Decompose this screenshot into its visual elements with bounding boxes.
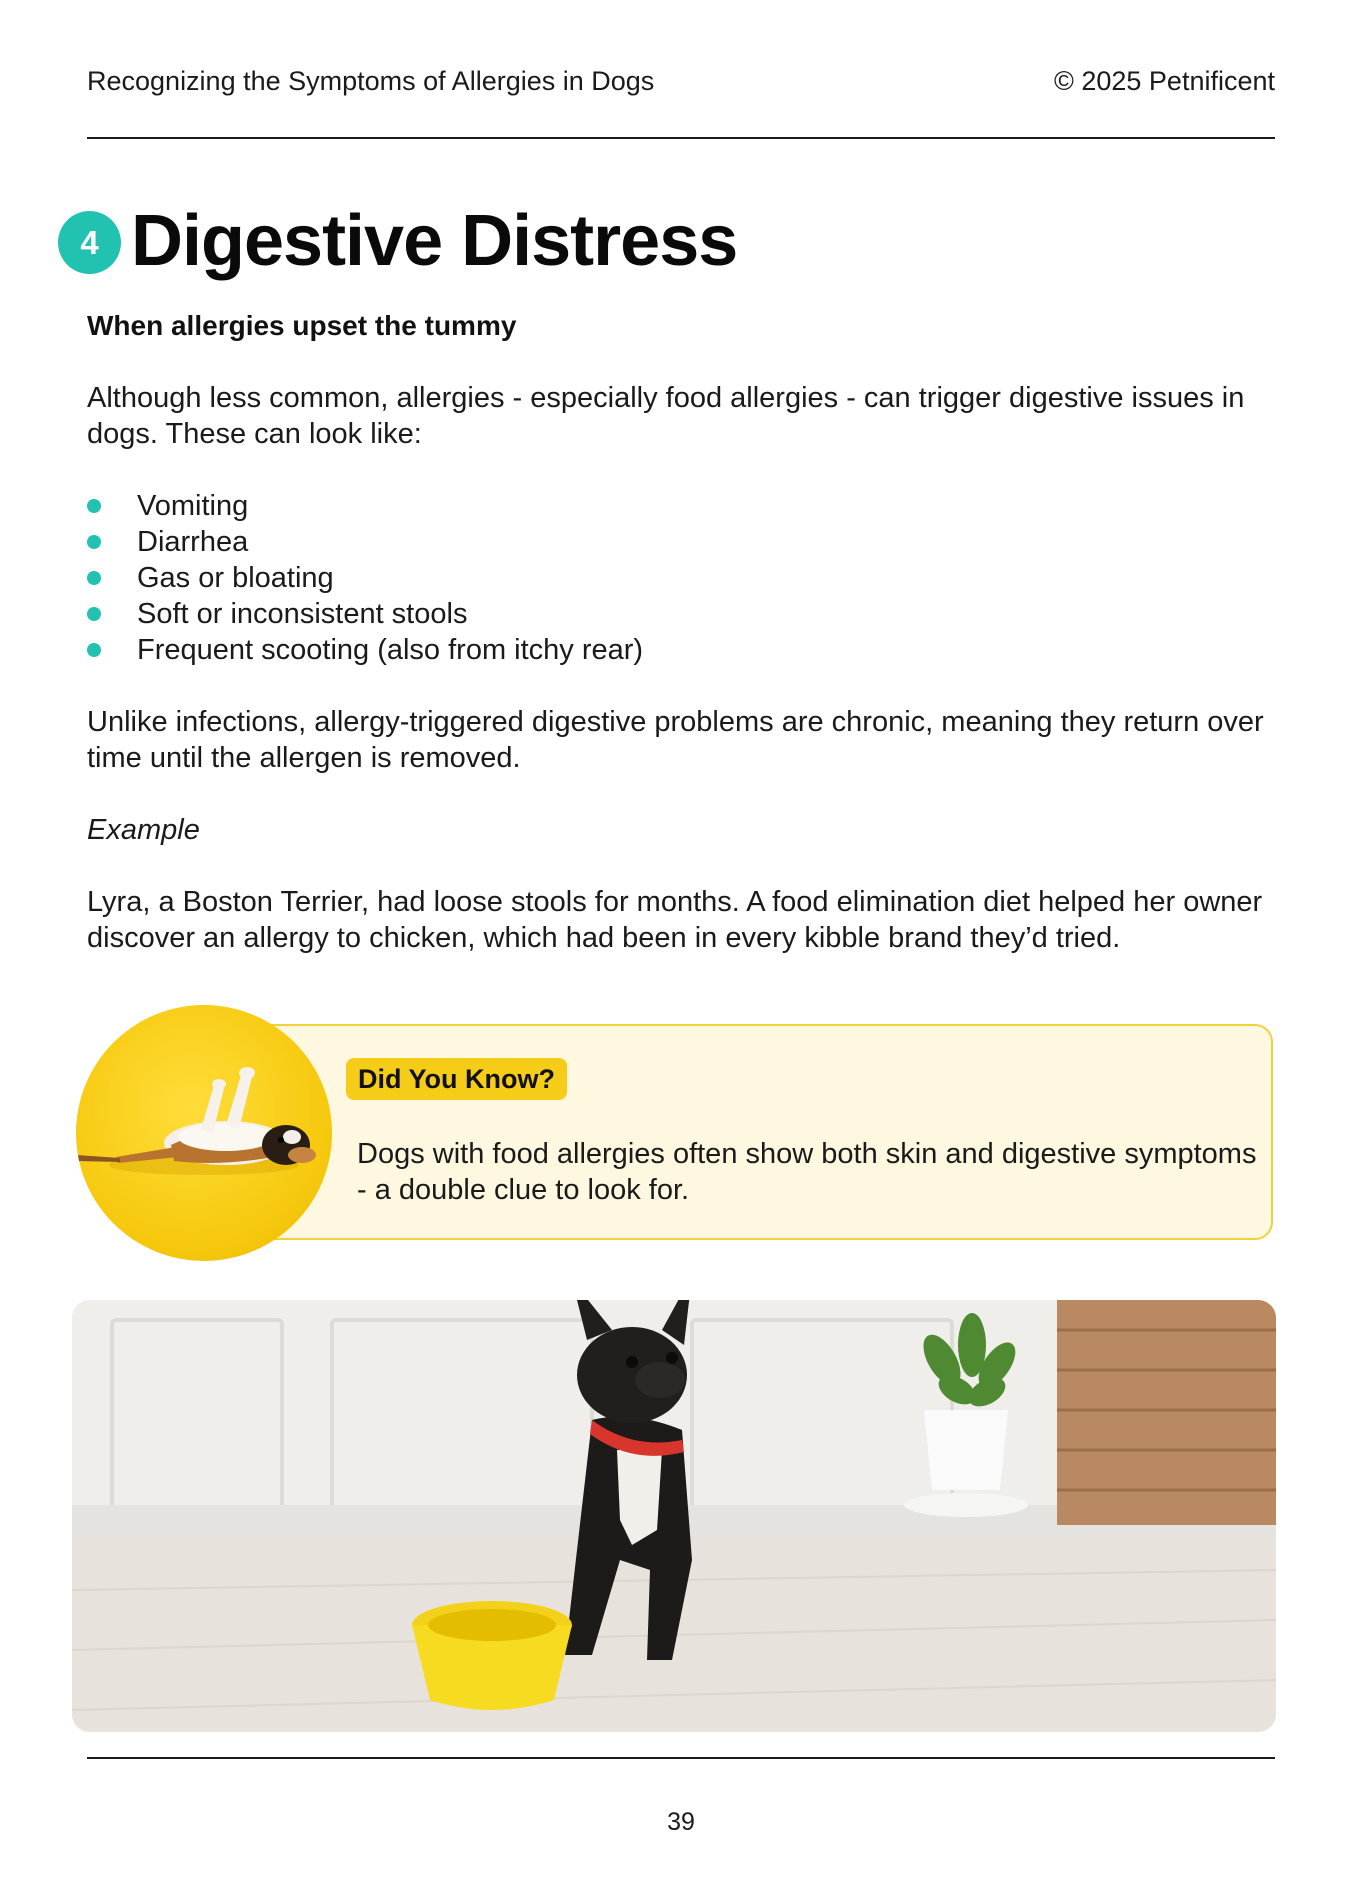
intro-paragraph: Although less common, allergies - especially food allergies - can trigger digestive issues in dogs. These can look like: [87,382,1245,450]
section-number-badge: 4 [58,211,121,274]
footer-divider [87,1757,1275,1759]
did-you-know-label: Did You Know? [346,1058,567,1100]
symptom-label: Diarrhea [137,526,249,558]
header-document-title: Recognizing the Symptoms of Allergies in Dogs [87,66,655,96]
header-divider [87,137,1275,139]
list-item [87,596,643,632]
symptom-label: Soft or inconsistent stools [137,598,468,630]
header-copyright: © 2025 Petnificent [1053,66,1275,96]
list-item [87,524,643,560]
symptom-label: Frequent scooting (also from itchy rear) [137,634,644,666]
dog-rolling-illustration [76,1005,332,1261]
page-number: 39 [667,1808,695,1836]
section-title: Digestive Distress [131,201,738,281]
list-item [87,632,643,668]
list-item [87,560,643,596]
bullet-dot-icon [87,499,101,513]
bullet-dot-icon [87,535,101,549]
french-bulldog-illustration [72,1300,1276,1732]
section-subtitle: When allergies upset the tummy [87,310,517,341]
list-item [87,488,643,524]
bullet-dot-icon [87,643,101,657]
bullet-dot-icon [87,571,101,585]
example-label: Example [87,814,200,846]
symptom-label: Gas or bloating [137,562,334,594]
bullet-dot-icon [87,607,101,621]
symptom-list [87,488,643,668]
example-paragraph: Lyra, a Boston Terrier, had loose stools for months. A food elimination diet helped her owner discover an allergy to chicken, which had been in every kibble brand they’d tried. [87,886,1263,954]
did-you-know-text: Dogs with food allergies often show both skin and digestive symptoms - a double clue to look for. [357,1138,1257,1206]
symptom-label: Vomiting [137,490,249,522]
explanation-paragraph: Unlike infections, allergy-triggered digestive problems are chronic, meaning they return over time until the allergen is removed. [87,706,1264,774]
french-bulldog-photo [72,1300,1276,1732]
callout-dog-image [76,1005,332,1261]
